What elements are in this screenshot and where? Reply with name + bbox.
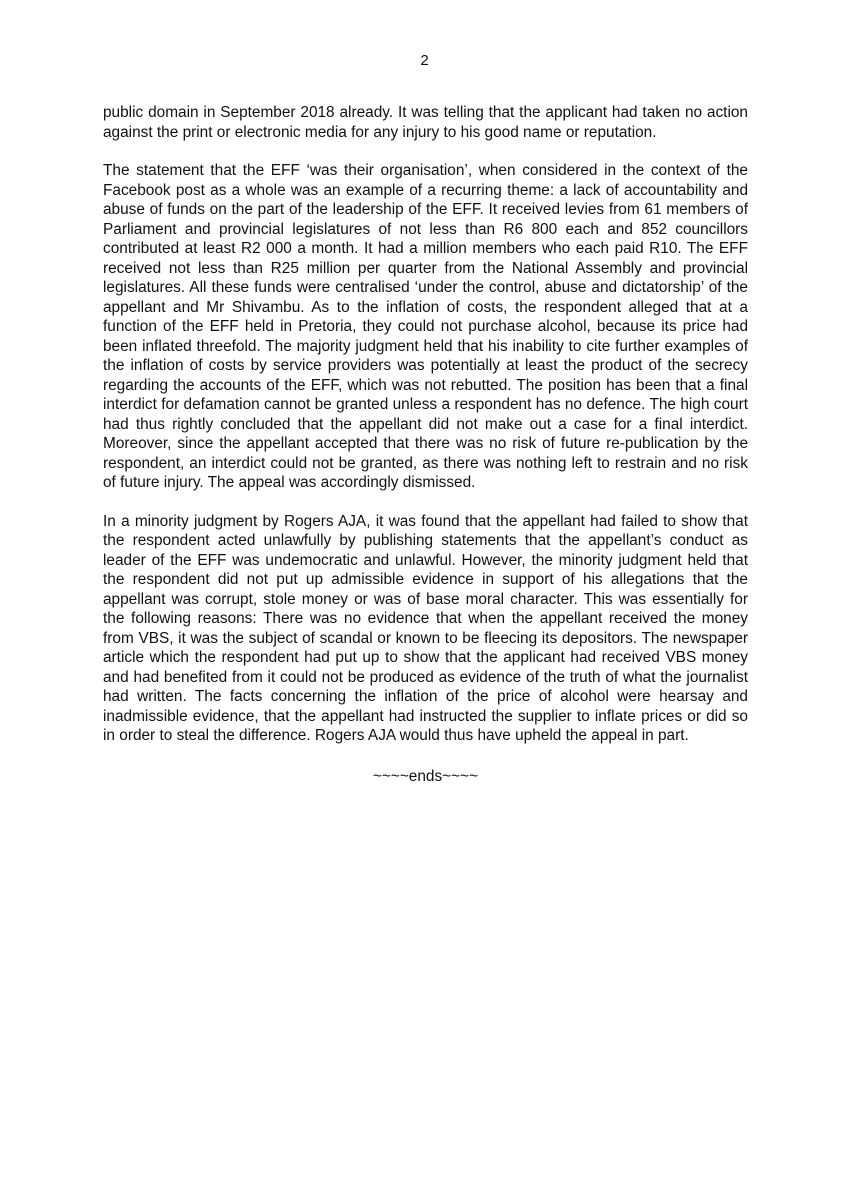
document-end-marker: ~~~~ends~~~~ bbox=[372, 767, 479, 785]
paragraph-eff-organisation: The statement that the EFF ‘was their organisation’, when considered in the context of the Facebook post as a whole was an example of a recurring theme: a lack of accountability and abuse of funds on the part of the leadership of the EFF. It received levies from 61 members of Parliament and provincial legislatures of not less than R6 800 each and 852 councillors contributed at least R2 000 a month. It had a million members who each paid R10. The EFF received not less than R25 million per quarter from the National Assembly and provincial legislatures. All these funds were centralised ‘under the control, abuse and dictatorship’ of the appellant and Mr Shivambu. As to the inflation of costs, the respondent alleged that at a function of the EFF held in Pretoria, they could not purchase alcohol, because its price had been inflated threefold. The majority judgment held that his inability to cite further examples of the inflation of costs by service providers was potentially at least the product of the secrecy regarding the accounts of the EFF, which was not rebutted. The position has been that a final interdict for defamation cannot be granted unless a respondent has no defence. The high court had thus rightly concluded that the appellant did not make out a case for a final interdict. Moreover, since the appellant accepted that there was no risk of future re-publication by the respondent, an interdict could not be granted, as there was nothing left to restrain and no risk of future injury. The appeal was accordingly dismissed. bbox=[103, 162, 748, 491]
page-number: 2 bbox=[420, 52, 429, 69]
paragraph-public-domain: public domain in September 2018 already. It was telling that the applicant had taken no action against the print or electronic media for any injury to his good name or reputation. bbox=[103, 104, 748, 141]
paragraph-minority-judgment: In a minority judgment by Rogers AJA, it was found that the appellant had failed to show that the respondent acted unlawfully by publishing statements that the appellant’s conduct as leader of the EFF was undemocratic and unlawful. However, the minority judgment held that the respondent did not put up admissible evidence in support of his allegations that the appellant was corrupt, stole money or was of base moral character. This was essentially for the following reasons: There was no evidence that when the appellant received the money from VBS, it was the subject of scandal or known to be fleecing its depositors. The newspaper article which the respondent had put up to show that the applicant had received VBS money and had benefited from it could not be produced as evidence of the truth of what the journalist had written. The facts concerning the inflation of the price of alcohol were hearsay and inadmissible evidence, that the appellant had instructed the supplier to inflate prices or did so in order to steal the difference. Rogers AJA would thus have upheld the appeal in part. bbox=[103, 512, 748, 744]
document-body bbox=[103, 103, 748, 786]
